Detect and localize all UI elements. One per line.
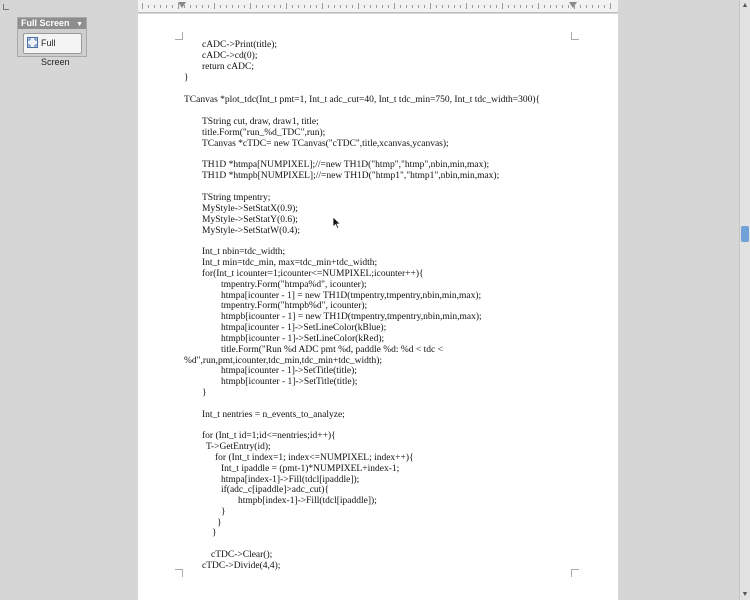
ruler-tick [526, 5, 527, 8]
code-line: Int_t ipaddle = (pmt-1)*NUMPIXEL+index-1; [221, 464, 400, 474]
ruler-tick [538, 3, 539, 9]
code-line: MyStyle->SetStatX(0.9); [202, 204, 298, 214]
code-line: } [202, 388, 207, 398]
ruler-tick [376, 5, 377, 8]
ruler-tick [442, 5, 443, 8]
ruler-tick [352, 5, 353, 8]
code-line: TCanvas *plot_tdc(Int_t pmt=1, Int_t adc_cut=40, Int_t tdc_min=750, Int_t tdc_width=300){ [184, 95, 541, 105]
crop-mark-bottom-left [175, 569, 183, 577]
toolbar-title[interactable] [18, 18, 86, 29]
code-line: T->GetEntry(id); [206, 442, 271, 452]
ruler-tick [550, 5, 551, 8]
code-line: } [212, 528, 217, 538]
ruler-tick [562, 5, 563, 8]
ruler-tick [484, 5, 485, 8]
code-line: TH1D *htmpa[NUMPIXEL];//=new TH1D("htmp","htmp",nbin,min,max); [202, 160, 490, 170]
ruler-tick [202, 5, 203, 8]
ruler-tick [568, 5, 569, 8]
crop-mark-bottom-right [571, 569, 579, 577]
code-line: if(adc_c[ipaddle]>adc_cut){ [221, 485, 330, 495]
code-line: %d",run,pmt,icounter,tdc_min,tdc_min+tdc_width); [184, 356, 383, 366]
ruler-tick [502, 3, 503, 9]
code-line: title.Form("run_%d_TDC",run); [202, 128, 326, 138]
ruler-tick [574, 3, 575, 9]
code-line: Int_t nentries = n_events_to_analyze; [202, 410, 345, 420]
ruler-tick [472, 5, 473, 8]
code-line: } [217, 518, 222, 528]
code-line: cADC->Print(title); [202, 40, 278, 50]
code-line: htmpa[icounter - 1] = new TH1D(tmpentry,tmpentry,nbin,min,max); [221, 291, 482, 301]
ruler-tick [604, 5, 605, 8]
ruler-tick [250, 3, 251, 9]
code-line: htmpb[icounter - 1] = new TH1D(tmpentry,tmpentry,nbin,min,max); [221, 312, 482, 322]
code-line: cTDC->Divide(4,4); [202, 561, 281, 571]
ruler-tick [454, 5, 455, 8]
code-line: TString cut, draw, draw1, title; [202, 117, 319, 127]
ruler-tick [532, 5, 533, 8]
code-line: for (Int_t index=1; index<=NUMPIXEL; index++){ [215, 453, 414, 463]
ruler-tick [400, 5, 401, 8]
window-corner-mark [3, 4, 9, 10]
code-line: htmpb[icounter - 1]->SetLineColor(kRed); [221, 334, 385, 344]
ruler-tick [406, 5, 407, 8]
scroll-down-icon[interactable]: ▼ [741, 591, 749, 598]
code-line: } [221, 507, 226, 517]
ruler-tick [256, 5, 257, 8]
ruler-tick [592, 5, 593, 8]
code-line: htmpa[icounter - 1]->SetTitle(title); [221, 366, 357, 376]
code-line: TCanvas *cTDC= new TCanvas("cTDC",title,xcanvas,ycanvas); [202, 139, 449, 149]
chevron-down-icon[interactable]: ▼ [76, 21, 83, 28]
ruler-tick [334, 5, 335, 8]
horizontal-ruler[interactable] [138, 0, 618, 13]
ruler-tick [298, 5, 299, 8]
ruler-tick [184, 5, 185, 8]
ruler-tick [580, 5, 581, 8]
toolbar-title-label: Full Screen [21, 18, 70, 28]
ruler-tick [142, 3, 143, 9]
code-line: title.Form("Run %d ADC pmt %d, paddle %d: %d < tdc < [221, 345, 443, 355]
ruler-tick [478, 5, 479, 8]
ruler-tick [496, 5, 497, 8]
code-line: htmpa[index-1]->Fill(tdcl[ipaddle]); [221, 475, 360, 485]
ruler-tick [310, 5, 311, 8]
code-line: MyStyle->SetStatY(0.6); [202, 215, 298, 225]
ruler-tick [418, 5, 419, 8]
ruler-tick [244, 5, 245, 8]
ruler-tick [394, 3, 395, 9]
ruler-tick [220, 5, 221, 8]
code-line: tmpentry.Form("htmpa%d", icounter); [221, 280, 367, 290]
ruler-tick [178, 3, 179, 9]
ruler-tick [148, 5, 149, 8]
ruler-tick [172, 5, 173, 8]
code-line: Int_t min=tdc_min, max=tdc_min+tdc_width; [202, 258, 378, 268]
ruler-tick [322, 3, 323, 9]
ruler-tick [292, 5, 293, 8]
ruler-tick [430, 3, 431, 9]
ruler-tick [196, 5, 197, 8]
ruler-tick [274, 5, 275, 8]
ruler-tick [448, 5, 449, 8]
full-screen-toolbar [17, 17, 87, 67]
ruler-tick [232, 5, 233, 8]
ruler-tick [280, 5, 281, 8]
ruler-tick [508, 5, 509, 8]
vertical-scrollbar[interactable] [739, 0, 750, 600]
ruler-tick [358, 3, 359, 9]
ruler-tick [268, 5, 269, 8]
ruler-tick [214, 3, 215, 9]
ruler-tick [514, 5, 515, 8]
ruler-tick [382, 5, 383, 8]
code-line: for (Int_t id=1;id<=nentries;id++){ [202, 431, 336, 441]
full-screen-icon [27, 37, 38, 48]
code-line: cTDC->Clear(); [211, 550, 273, 560]
code-line: htmpb[icounter - 1]->SetTitle(title); [221, 377, 358, 387]
ruler-tick [208, 5, 209, 8]
crop-mark-top-right [571, 32, 579, 40]
code-line: MyStyle->SetStatW(0.4); [202, 226, 300, 236]
ruler-tick [166, 5, 167, 8]
ruler-tick [388, 5, 389, 8]
ruler-tick [154, 5, 155, 8]
ruler-tick [346, 5, 347, 8]
code-line: Int_t nbin=tdc_width; [202, 247, 286, 257]
ruler-tick [328, 5, 329, 8]
ruler-tick [610, 3, 611, 9]
ruler-tick [544, 5, 545, 8]
crop-mark-top-left [175, 32, 183, 40]
ruler-tick [286, 3, 287, 9]
code-line: TH1D *htmpb[NUMPIXEL];//=new TH1D("htmp1","htmp1",nbin,min,max); [202, 171, 500, 181]
scrollbar-thumb[interactable] [741, 226, 749, 242]
ruler-tick [436, 5, 437, 8]
scroll-up-icon[interactable]: ▲ [741, 2, 749, 9]
document-page[interactable] [138, 14, 618, 600]
full-screen-button[interactable] [23, 33, 82, 67]
ruler-tick [238, 5, 239, 8]
ruler-tick [226, 5, 227, 8]
mouse-pointer-icon [332, 216, 342, 230]
ruler-tick [370, 5, 371, 8]
ruler-tick [160, 5, 161, 8]
code-line: htmpb[index-1]->Fill(tdcl[ipaddle]); [238, 496, 377, 506]
code-line: return cADC; [202, 62, 254, 72]
code-line: TString tmpentry; [202, 193, 271, 203]
code-line: } [184, 73, 189, 83]
ruler-tick [598, 5, 599, 8]
code-line: htmpa[icounter - 1]->SetLineColor(kBlue); [221, 323, 387, 333]
ruler-tick [460, 5, 461, 8]
ruler-tick [364, 5, 365, 8]
code-line: tmpentry.Form("htmpb%d", icounter); [221, 301, 368, 311]
code-line: cADC->cd(0); [202, 51, 258, 61]
ruler-tick [316, 5, 317, 8]
ruler-tick [424, 5, 425, 8]
ruler-tick [262, 5, 263, 8]
ruler-tick [466, 3, 467, 9]
ruler-tick [340, 5, 341, 8]
ruler-tick [412, 5, 413, 8]
ruler-tick [556, 5, 557, 8]
ruler-tick [190, 5, 191, 8]
ruler-tick [304, 5, 305, 8]
full-screen-button-label: Full Screen [41, 38, 70, 67]
ruler-tick [490, 5, 491, 8]
ruler-tick [586, 5, 587, 8]
right-indent-marker[interactable] [569, 2, 577, 8]
code-line: for(Int_t icounter=1;icounter<=NUMPIXEL;icounter++){ [202, 269, 424, 279]
ruler-tick [520, 5, 521, 8]
